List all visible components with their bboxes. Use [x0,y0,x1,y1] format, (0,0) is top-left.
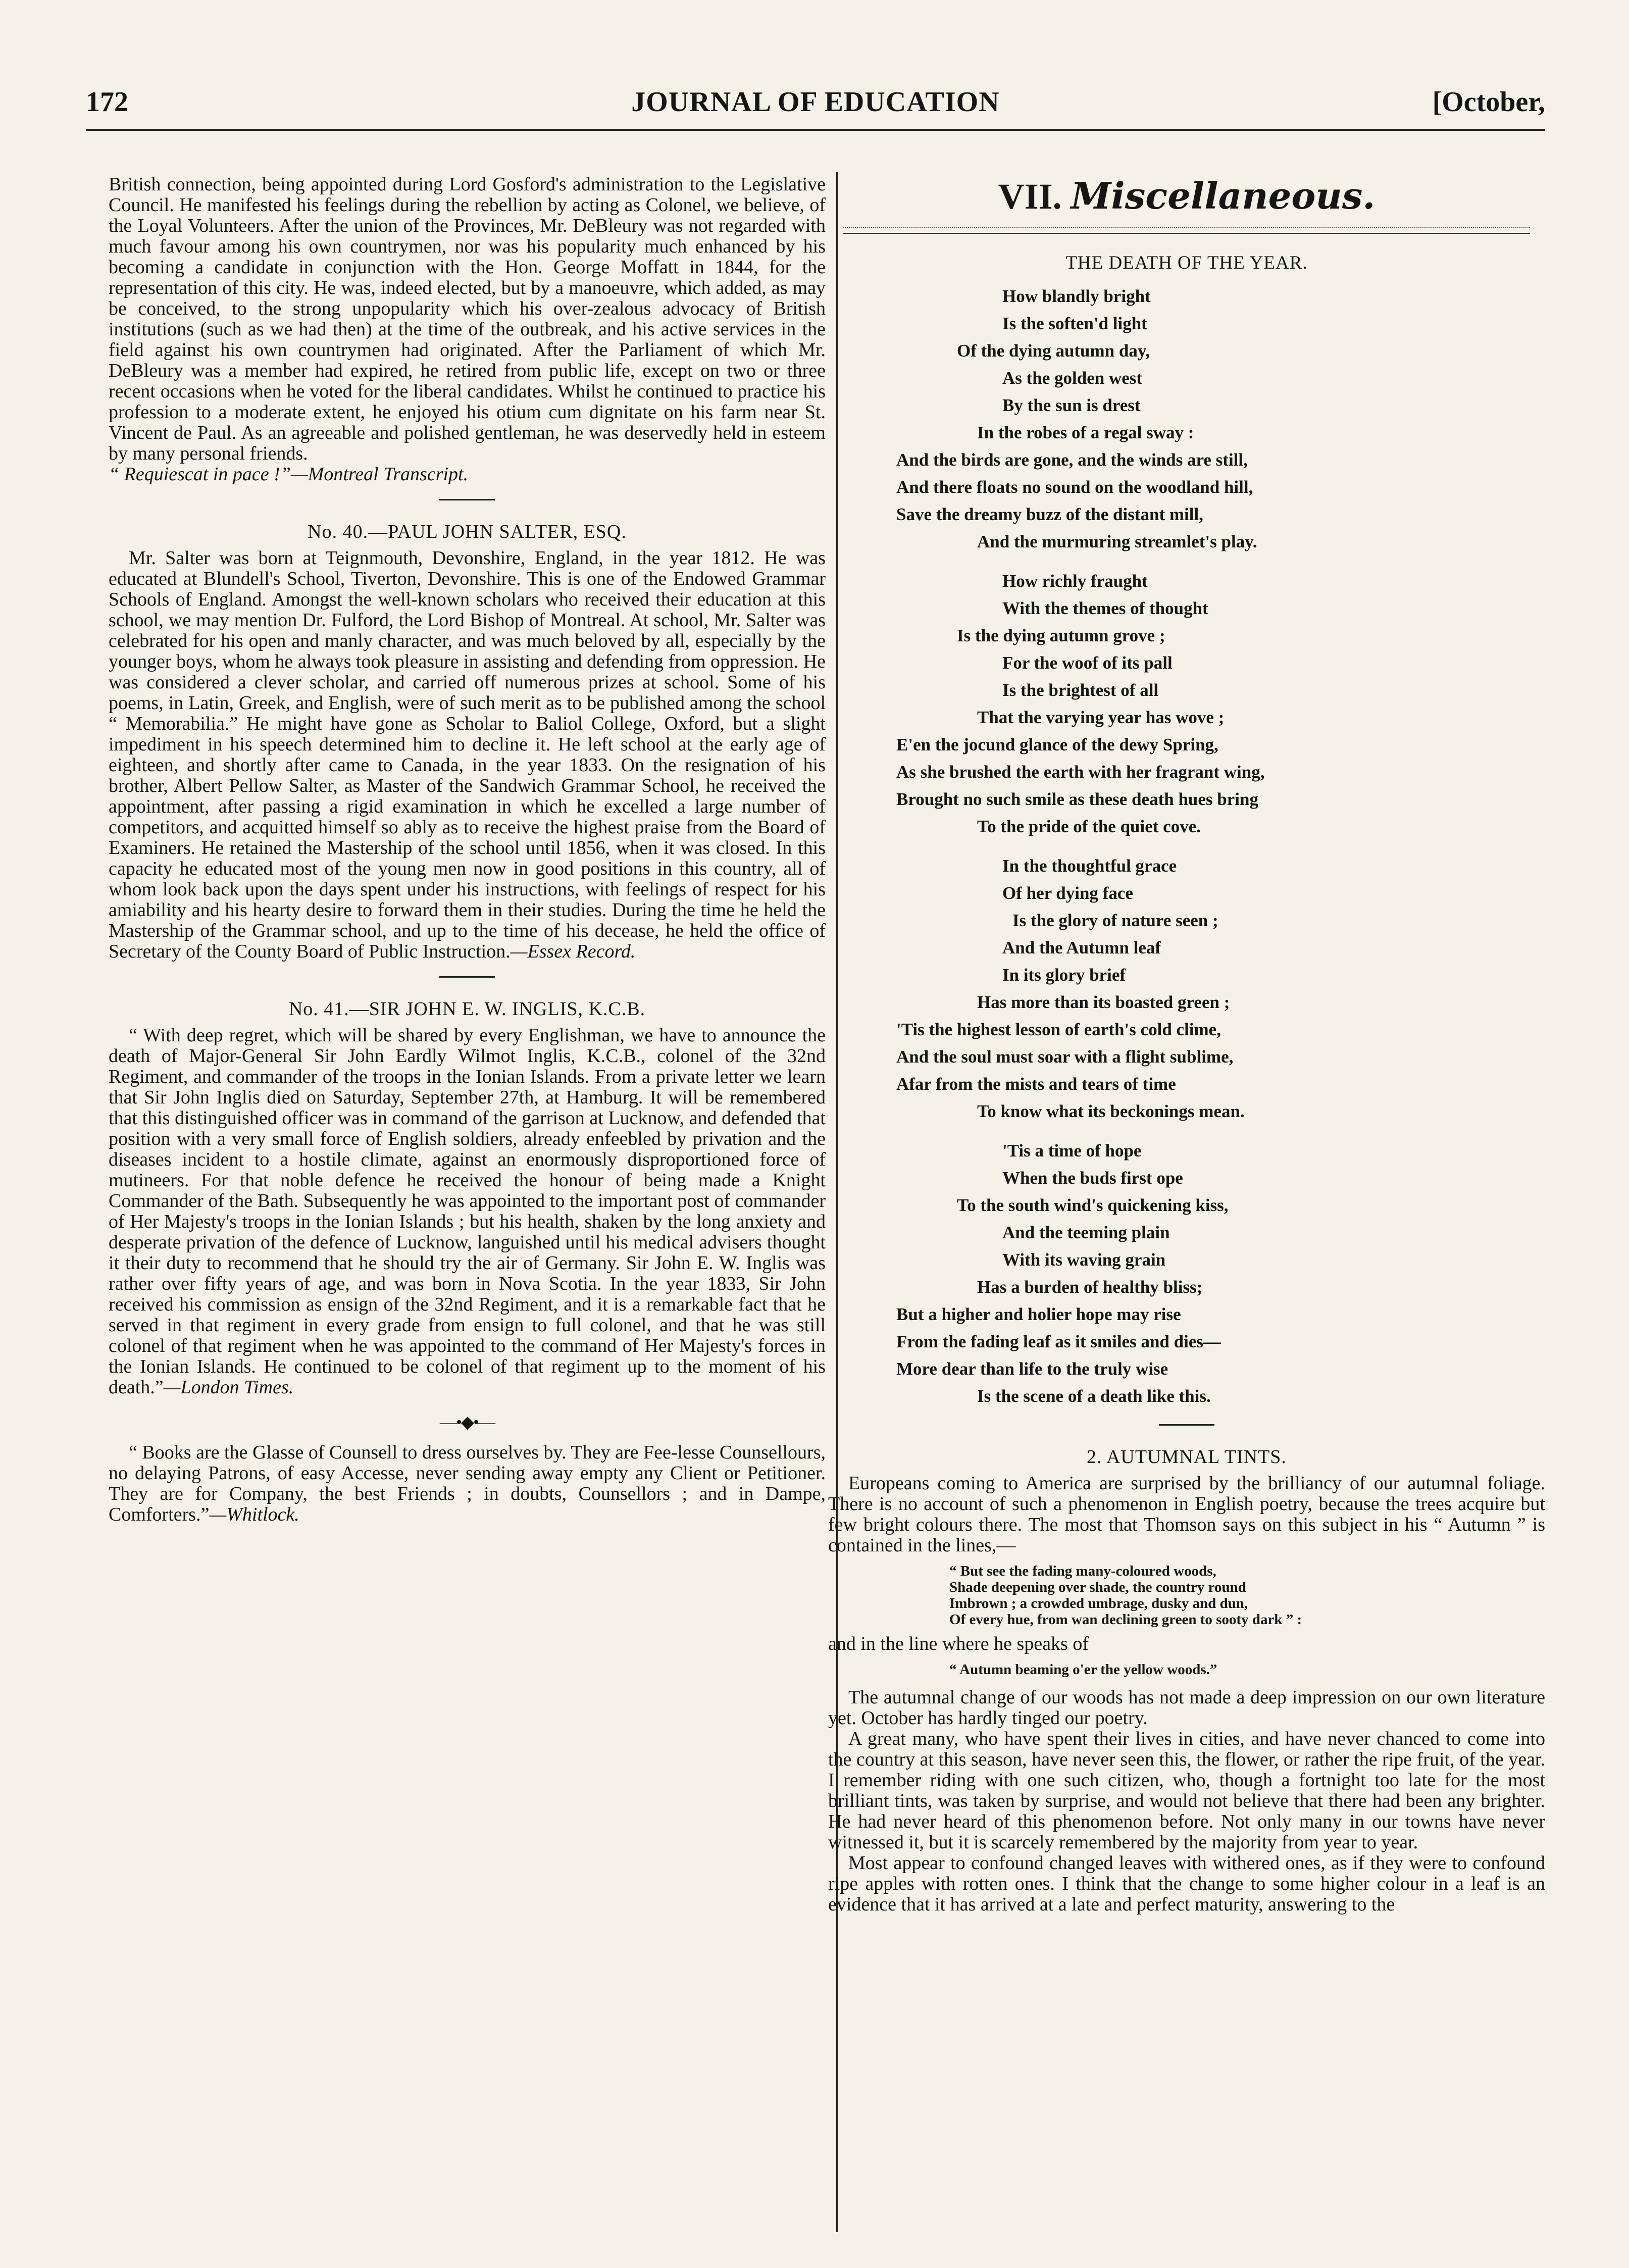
poem-line: To the south wind's quickening kiss, [957,1195,1229,1215]
quote-text: “ Books are the Glasse of Counsell to dress ourselves by. They are Fee-lesse Counsellours, no delaying Patrons, of easy Accesse, never sending away empty any Client or Petitioner. They are for Company, the best Friends ; in doubts, Counsellors ; and in Dampe, Comforters.” [109,1442,826,1525]
poem-line: Brought no such smile as these death hues bring [896,789,1258,809]
poem-line: By the sun is drest [1002,395,1141,415]
article-title-salter: No. 40.—PAUL JOHN SALTER, ESQ. [308,521,627,542]
books-quote [109,1442,826,1525]
poem-line: How richly fraught [1002,571,1148,591]
poem-line: And the birds are gone, and the winds are still, [896,450,1248,470]
poem-line: In its glory brief [1002,965,1126,985]
section-name: Miscellaneous. [1071,174,1376,217]
poem-line: Is the soften'd light [1002,314,1147,333]
section-heading [828,174,1545,218]
poem-line: But a higher and holier hope may rise [896,1304,1181,1324]
poem-line: Is the scene of a death like this. [977,1386,1211,1406]
poem-stanza [896,1137,1545,1410]
poem-line: That the varying year has wove ; [977,708,1225,727]
poem-title: THE DEATH OF THE YEAR. [1065,253,1308,273]
poem-line: Has more than its boasted green ; [977,992,1230,1012]
article-source-salter: —Essex Record. [510,941,636,962]
poem-line: Has a burden of healthy bliss; [977,1277,1203,1297]
poem-line: Is the glory of nature seen ; [1012,911,1218,930]
article-body-inglis [109,1025,826,1398]
intro-source: “ Requiescat in pace !”—Montreal Transcript. [109,464,469,485]
poem-line: From the fading leaf as it smiles and dies— [896,1332,1221,1351]
poem-line: As she brushed the earth with her fragrant wing, [896,762,1265,782]
poem-line: With its waving grain [1002,1250,1166,1270]
article-title-autumnal-tints: 2. AUTUMNAL TINTS. [1087,1446,1287,1468]
poem-line: Save the dreamy buzz of the distant mill, [896,505,1203,524]
poem-line: More dear than life to the truly wise [896,1359,1168,1379]
section-rule [843,227,1530,234]
quote-source: —Whitlock. [209,1504,299,1525]
poem-stanza [896,568,1545,840]
article-source-inglis: —London Times. [163,1377,294,1398]
page-number: 172 [86,86,128,118]
poem [896,283,1545,1410]
article-title-inglis: No. 41.—SIR JOHN E. W. INGLIS, K.C.B. [288,998,646,1020]
poem-line: When the buds first ope [1002,1168,1183,1188]
verse-line: Of every hue, from wan declining green to sooty dark ” : [949,1611,1302,1628]
ornament-divider: —•◆•— [440,1413,494,1432]
poem-line: How blandly bright [1002,286,1151,306]
issue-month: [October, [1432,86,1545,118]
poem-line: Is the dying autumn grove ; [957,626,1165,645]
poem-line: Of her dying face [1002,883,1133,903]
autumnal-p2: and in the line where he speaks of [828,1633,1089,1654]
header-rule [86,129,1545,131]
poem-line: And the soul must soar with a flight sublime, [896,1047,1234,1067]
article-text-salter: Mr. Salter was born at Teignmouth, Devonshire, England, in the year 1812. He was educated at Blundell's School, Tiverton, Devonshire. This is one of the Endowed Grammar Schools of England. Amongst the well-known scholars who received their education at this school, we may mention Dr. Fulford, the Lord Bishop of Montreal. At school, Mr. Salter was celebrated for his open and manly character, and was much beloved by all, especially by the younger boys, whom he always took pleasure in assisting and defending from oppression. He was considered a clever scholar, and carried off numerous prizes at school. Some of his poems, in Latin, Greek, and English, were of such merit as to be published among the school “ Memorabilia.” He might have gone as Scholar to Baliol College, Oxford, but a slight impediment in his speech determined him to decline it. He left school at the early age of eighteen, and shortly after came to Canada, in the year 1833. On the resignation of his brother, Albert Pellow Salter, as Master of the Sandwich Grammar School, he received the appointment, after passing a rigid examination in which he excelled a large number of competitors, and acquitted himself so ably as to receive the highest praise from the Board of Examiners. He retained the Mastership of the school until 1856, when it was closed. In this capacity he educated most of the young men now in good positions in this country, all of whom look back upon the days spent under his instructions, with feelings of respect for his amiability and his hearty desire to forward them in their studies. During the time he held the Mastership of the Grammar school, and up to the time of his decease, he held the office of Secretary of the County Board of Public Instruction. [109,547,826,962]
poem-line: And the teeming plain [1002,1223,1170,1242]
right-column [828,174,1545,1915]
section-numeral: VII. [998,176,1062,217]
poem-line: And there floats no sound on the woodland hill, [896,477,1253,497]
article-body-salter [109,548,826,962]
autumnal-p1: Europeans coming to America are surprised by the brilliancy of our autumnal foliage. There is no account of such a phenomenon in English poetry, because the trees acquire but few bright colours there. The most that Thomson says on this subject in his “ Autumn ” is contained in the lines,— [828,1473,1545,1556]
article-separator [439,976,495,978]
verse-line: “ But see the fading many-coloured woods, [949,1563,1216,1579]
poem-line: E'en the jocund glance of the dewy Spring, [896,735,1218,754]
poem-stanza [896,852,1545,1125]
poem-line: And the Autumn leaf [1002,938,1161,957]
autumnal-p5: Most appear to confound changed leaves with withered ones, as if they were to confound ripe apples with rotten ones. I think that the change to some higher colour in a leaf is an evidence that it has arrived at a late and perfect maturity, answering to the [828,1852,1545,1915]
thomson-verse-single: “ Autumn beaming o'er the yellow woods.” [949,1661,1217,1678]
poem-line: Is the brightest of all [1002,680,1159,700]
poem-line: Of the dying autumn day, [957,341,1150,361]
poem-stanza [896,283,1545,556]
journal-title: JOURNAL OF EDUCATION [631,86,1000,118]
poem-line: And the murmuring streamlet's play. [977,532,1257,551]
poem-line: In the robes of a regal sway : [977,423,1194,442]
poem-line: 'Tis a time of hope [1002,1141,1142,1161]
page-header [86,86,1545,131]
verse-line: Shade deepening over shade, the country round [949,1579,1246,1595]
poem-line: To the pride of the quiet cove. [977,817,1201,836]
thomson-verse [949,1563,1545,1628]
left-column [109,174,826,1525]
poem-line: 'Tis the highest lesson of earth's cold clime, [896,1020,1221,1039]
poem-line: For the woof of its pall [1002,653,1173,673]
poem-line: As the golden west [1002,368,1143,388]
article-separator [439,499,495,500]
autumnal-p4: A great many, who have spent their lives in cities, and have never chanced to come into the country at this season, have never seen this, the flower, or rather the ripe fruit, of the year. I remember riding with one such citizen, who, though a fortnight too late for the most brilliant tints, was taken by surprise, and would not believe that there had been any brighter. He had never heard of this phenomenon before. Not only many in our towns have never witnessed it, but it is scarcely remembered by the majority from year to year. [828,1728,1545,1853]
intro-paragraph: British connection, being appointed during Lord Gosford's administration to the Legislative Council. He manifested his feelings during the rebellion by acting as Colonel, we believe, of the Loyal Volunteers. After the union of the Provinces, Mr. DeBleury was not regarded with much favour among his own countrymen, nor was his popularity much enhanced by his becoming a candidate in conjunction with the Hon. George Moffatt in 1844, for the representation of this city. He was, indeed elected, but by a manoeuvre, which added, as may be conceived, to the strong unpopularity which his over-zealous advocacy of British institutions (such as we had then) at the time of the outbreak, and his active services in the field against his own countrymen had originated. After the Parliament of which Mr. DeBleury was a member had expired, he retired from public life, except on two or three recent occasions when he voted for the liberal candidates. Whilst he continued to practice his profession to a moderate extent, he enjoyed his otium cum dignitate on his farm near St. Vincent de Paul. As an agreeable and polished gentleman, he was deservedly held in esteem by many personal friends. [109,174,826,464]
verse-line: Imbrown ; a crowded umbrage, dusky and dun, [949,1595,1248,1611]
poem-line: In the thoughtful grace [1002,856,1177,876]
poem-line: Afar from the mists and tears of time [896,1074,1176,1094]
autumnal-p3: The autumnal change of our woods has not made a deep impression on our own literature yet. October has hardly tinged our poetry. [828,1687,1545,1729]
article-separator [1159,1424,1214,1426]
article-text-inglis: “ With deep regret, which will be shared by every Englishman, we have to announce the death of Major-General Sir John Eardly Wilmot Inglis, K.C.B., colonel of the 32nd Regiment, and commander of the troops in the Ionian Islands. From a private letter we learn that Sir John Inglis died on Saturday, September 27th, at Hamburg. It will be remembered that this distinguished officer was in command of the garrison at Lucknow, and defended that position with a very small force of English soldiers, already enfeebled by privation and the diseases incident to a hostile climate, against an enormously disproportioned force of mutineers. For that noble defence he received the honour of being made a Knight Commander of the Bath. Subsequently he was appointed to the important post of commander of Her Majesty's troops in the Ionian Islands ; but his health, shaken by the long anxiety and desperate privation of the defence of Lucknow, languished until his medical advisers thought it their duty to recommend that he should try the air of Germany. Sir John E. W. Inglis was rather over fifty years of age, and was born in Nova Scotia. In the year 1833, Sir John received his commission as ensign of the 32nd Regiment, and it is a remarkable fact that he served in that regiment in every grade from ensign to full colonel, and that he was still colonel of that regiment when he was appointed to the command of Her Majesty's forces in the Ionian Islands. He continued to be colonel of that regiment up to the moment of his death.” [109,1025,826,1398]
poem-line: With the themes of thought [1002,598,1208,618]
poem-line: To know what its beckonings mean. [977,1101,1245,1121]
